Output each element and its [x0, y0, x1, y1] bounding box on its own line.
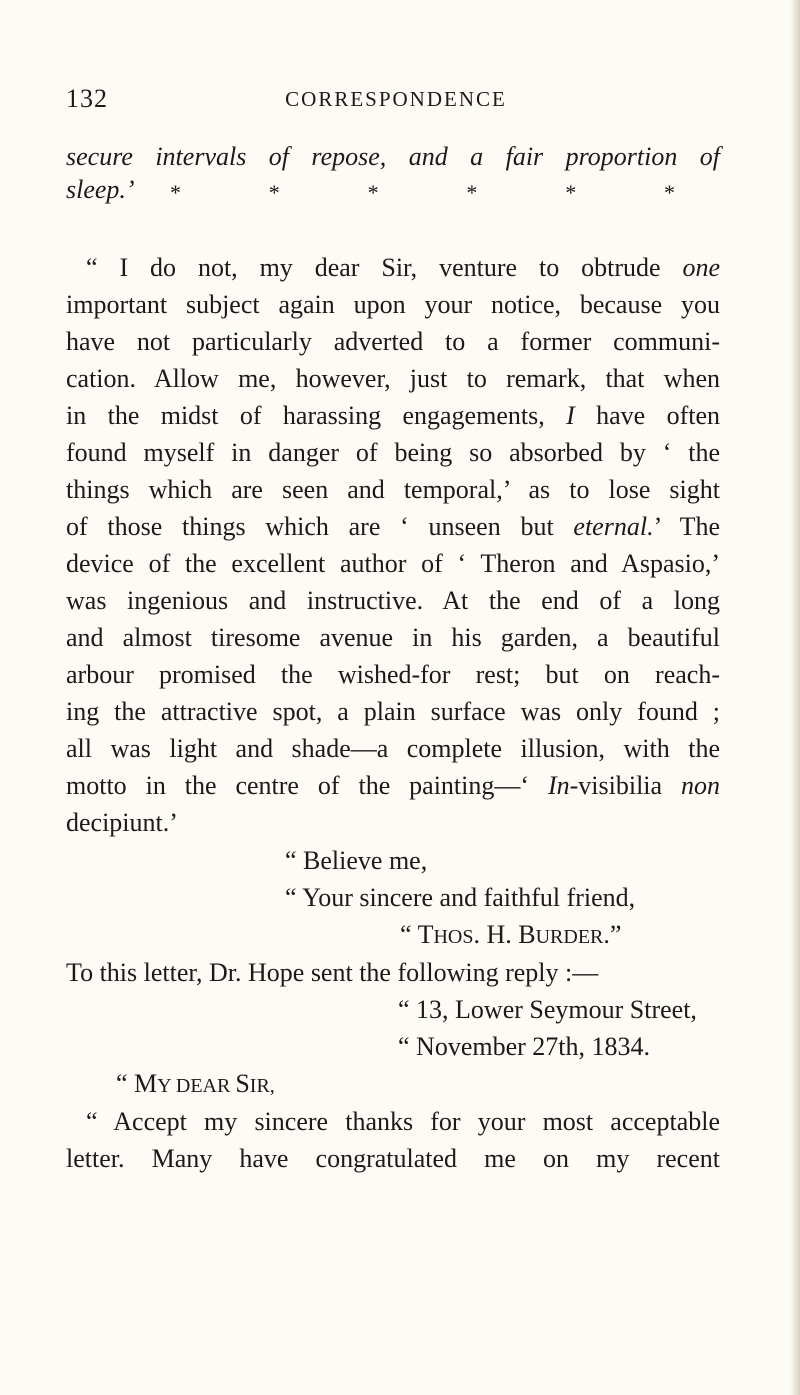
section-break-stars — [170, 180, 675, 206]
text-fragment: S — [235, 1069, 250, 1098]
signature-burder — [400, 917, 621, 955]
running-head: CORRESPONDENCE — [285, 87, 507, 111]
page-header — [66, 84, 726, 118]
text-line-13: and almost tiresome avenue in his garden, a beautiful — [66, 623, 720, 652]
small-caps: URDER — [535, 926, 604, 948]
star-5: * — [565, 180, 577, 205]
text-line-12: was ingenious and instructive. At the end of a long — [66, 586, 720, 615]
salutation — [116, 1066, 275, 1104]
text-line-3 — [86, 250, 720, 286]
page-edge — [790, 0, 800, 1395]
star-3: * — [367, 180, 379, 205]
italic-emphasis: I — [566, 401, 575, 430]
text-line-4: important subject again upon your notice, because you — [66, 290, 720, 319]
small-caps: HOS — [433, 926, 474, 948]
text-line-8: found myself in danger of being so absorbed by ‘ the — [66, 438, 720, 467]
closing-friend: “ Your sincere and faithful friend, — [285, 883, 636, 912]
text-line-11: device of the excellent author of ‘ Theron and Aspasio,’ — [66, 549, 720, 578]
text-fragment: have often — [574, 401, 720, 430]
text-fragment: -visibilia — [569, 771, 682, 800]
text-line-2: sleep.’ — [66, 175, 135, 204]
text-fragment: motto in the centre of the painting—‘ — [66, 771, 548, 800]
text-line-17 — [66, 768, 720, 804]
text-line-10 — [66, 509, 720, 545]
text-line-5: have not particularly adverted to a former communi- — [66, 327, 720, 356]
italic-emphasis: eternal. — [573, 512, 654, 541]
small-caps: Y DEAR — [157, 1075, 236, 1097]
text-line-14: arbour promised the wished-for rest; but on reach- — [66, 660, 720, 689]
text-fragment: of those things which are ‘ unseen but — [66, 512, 574, 541]
text-fragment: in the midst of harassing engagements, — [66, 401, 567, 430]
closing-believe: “ Believe me, — [285, 846, 428, 875]
letter-text-line-1: “ Accept my sincere thanks for your most acceptable — [86, 1107, 720, 1136]
text-line-15: ing the attractive spot, a plain surface was only found ; — [66, 697, 720, 726]
text-fragment: . H. B — [473, 920, 536, 949]
text-line-1: secure intervals of repose, and a fair proportion of — [66, 142, 720, 171]
letter-text-line-2: letter. Many have congratulated me on my recent — [66, 1144, 720, 1173]
text-line-7 — [66, 398, 720, 434]
text-line-9: things which are seen and temporal,’ as to lose sight — [66, 475, 720, 504]
text-fragment: .” — [603, 920, 622, 949]
narrative-line: To this letter, Dr. Hope sent the following reply :— — [66, 958, 599, 987]
text-fragment: “ I do not, my dear Sir, venture to obtrude — [86, 253, 683, 282]
text-line-16: all was light and shade—a complete illusion, with the — [66, 734, 720, 763]
italic-emphasis: non — [681, 771, 721, 800]
italic-emphasis: In — [547, 771, 570, 800]
star-2: * — [268, 180, 280, 205]
star-1: * — [170, 180, 181, 205]
small-caps: IR, — [249, 1075, 275, 1097]
italic-emphasis: one — [682, 253, 720, 282]
text-line-6: cation. Allow me, however, just to remark, that when — [66, 364, 720, 393]
star-4: * — [466, 180, 478, 205]
text-fragment: ’ The — [653, 512, 721, 541]
letter-date: “ November 27th, 1834. — [398, 1032, 651, 1061]
text-line-18: decipiunt.’ — [66, 808, 178, 837]
text-fragment: “ T — [400, 920, 434, 949]
page-number: 132 — [66, 84, 108, 113]
star-6: * — [663, 180, 675, 205]
letter-address: “ 13, Lower Seymour Street, — [398, 995, 697, 1024]
text-fragment: “ M — [116, 1069, 158, 1098]
